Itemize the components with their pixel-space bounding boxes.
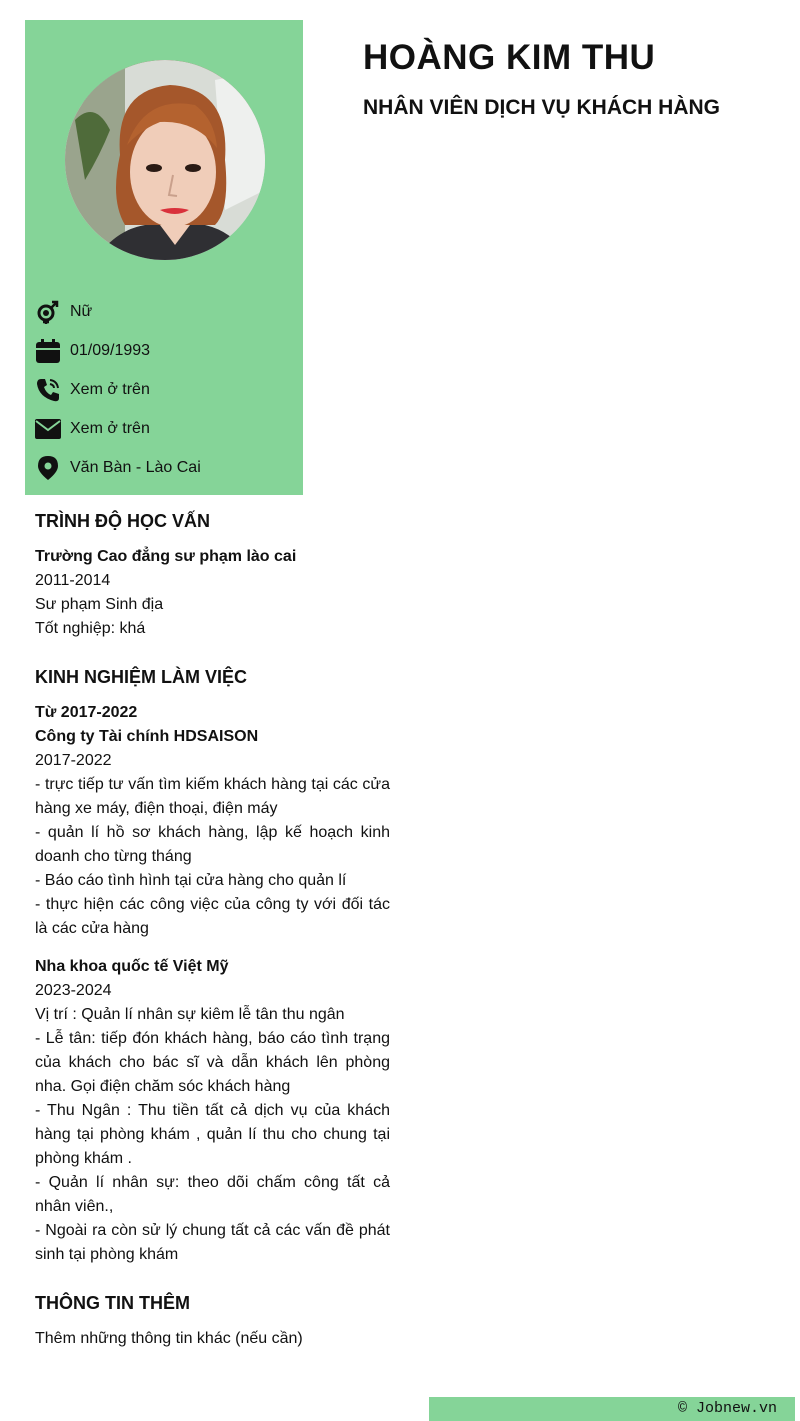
experience-detail: - quản lí hồ sơ khách hàng, lập kế hoạch kinh doanh cho từng tháng xyxy=(35,824,390,865)
education-title: TRÌNH ĐỘ HỌC VẤN xyxy=(35,511,210,531)
experience-section xyxy=(35,663,390,1267)
main-content xyxy=(35,507,390,1373)
additional-section xyxy=(35,1289,390,1351)
experience-company: Công ty Tài chính HDSAISON xyxy=(35,728,259,745)
email-value: Xem ở trên xyxy=(70,420,150,437)
location-icon xyxy=(35,455,61,481)
experience-years: 2023-2024 xyxy=(35,982,112,999)
info-birthdate xyxy=(35,337,150,365)
footer-credit: © Jobnew.vn xyxy=(429,1397,795,1421)
email-icon xyxy=(35,416,61,442)
experience-period-heading: Từ 2017-2022 xyxy=(35,704,138,721)
experience-detail: - Lễ tân: tiếp đón khách hàng, báo cáo tình trạng của khách cho bác sĩ và dẫn khách lên phòng nha. Gọi điện chăm sóc khách hàng xyxy=(35,1030,390,1095)
phone-value: Xem ở trên xyxy=(70,381,150,398)
experience-detail: - Báo cáo tình hình tại cửa hàng cho quản lí xyxy=(35,872,347,889)
education-major: Sư phạm Sinh địa xyxy=(35,596,164,613)
experience-title: KINH NGHIỆM LÀM VIỆC xyxy=(35,667,248,687)
info-location xyxy=(35,454,201,482)
candidate-position: NHÂN VIÊN DỊCH VỤ KHÁCH HÀNG xyxy=(363,96,721,119)
sidebar xyxy=(25,20,303,495)
candidate-name: HOÀNG KIM THU xyxy=(363,38,656,77)
info-phone xyxy=(35,376,150,404)
experience-company: Nha khoa quốc tế Việt Mỹ xyxy=(35,958,229,975)
birthdate-value: 01/09/1993 xyxy=(70,342,151,359)
additional-title: THÔNG TIN THÊM xyxy=(35,1293,190,1313)
experience-detail: - Quản lí nhân sự: theo dõi chấm công tất cả nhân viên., xyxy=(35,1174,390,1215)
education-years: 2011-2014 xyxy=(35,572,111,589)
gender-value: Nữ xyxy=(70,303,93,320)
avatar xyxy=(65,60,265,260)
experience-detail: - thực hiện các công việc của công ty với đối tác là các cửa hàng xyxy=(35,896,390,937)
profile-photo xyxy=(65,60,265,260)
education-school: Trường Cao đẳng sư phạm lào cai xyxy=(35,548,297,565)
calendar-icon xyxy=(35,338,61,364)
additional-text: Thêm những thông tin khác (nếu cần) xyxy=(35,1330,303,1347)
info-email xyxy=(35,415,150,443)
location-value: Văn Bàn - Lào Cai xyxy=(70,459,201,476)
phone-icon xyxy=(35,377,61,403)
experience-detail: - trực tiếp tư vấn tìm kiếm khách hàng tại các cửa hàng xe máy, điện thoại, điện máy xyxy=(35,776,390,817)
experience-detail: - Thu Ngân : Thu tiền tất cả dịch vụ của khách hàng tại phòng khám , quản lí thu cho chung tại phòng khám . xyxy=(35,1102,390,1167)
education-grade: Tốt nghiệp: khá xyxy=(35,620,146,637)
info-gender xyxy=(35,298,92,326)
experience-item xyxy=(35,955,390,1267)
experience-years: 2017-2022 xyxy=(35,752,112,769)
experience-detail: - Ngoài ra còn sử lý chung tất cả các vấn đề phát sinh tại phòng khám xyxy=(35,1222,390,1263)
education-section xyxy=(35,507,390,641)
experience-detail: Vị trí : Quản lí nhân sự kiêm lễ tân thu ngân xyxy=(35,1006,345,1023)
experience-item xyxy=(35,701,390,941)
gender-icon xyxy=(35,299,61,325)
